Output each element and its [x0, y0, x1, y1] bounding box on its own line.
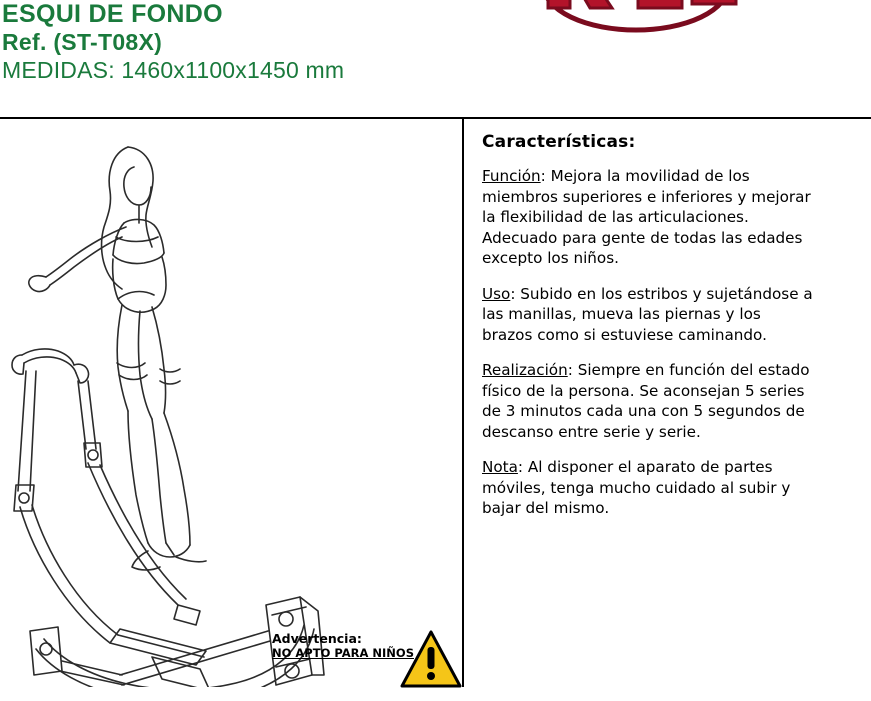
- product-dimensions: MEDIDAS: 1460x1100x1450 mm: [2, 57, 345, 83]
- characteristic-realizacion: [482, 360, 814, 442]
- characteristic-label: Realización: [482, 361, 568, 379]
- characteristics-heading: Características:: [482, 132, 636, 152]
- warning-title: Advertencia:: [272, 631, 362, 646]
- characteristic-label: Función: [482, 167, 541, 185]
- column-divider: [462, 117, 464, 687]
- characteristic-nota: [482, 457, 814, 519]
- characteristics-panel: [482, 132, 842, 519]
- title-block: [2, 0, 542, 84]
- characteristic-separator: :: [540, 167, 551, 185]
- ski-machine-drawing: [0, 119, 462, 687]
- characteristic-text: Mejora la movilidad de los miembros superiores e inferiores y mejorar la flexibilidad de las articulaciones. Adecuado para gente de todas las edades excepto los niños.: [482, 167, 811, 267]
- characteristic-text: Siempre en función del estado físico de la persona. Se aconsejan 5 series de 3 minutos cada una con 5 segundos de descanso entre serie y serie.: [482, 361, 810, 441]
- product-reference: Ref. (ST-T08X): [2, 29, 163, 55]
- warning-triangle-icon: [400, 629, 462, 696]
- warning-block: [272, 629, 462, 701]
- illustration-panel: [0, 119, 462, 687]
- characteristic-funcion: [482, 166, 814, 269]
- characteristic-label: Uso: [482, 284, 511, 303]
- company-logo: [516, 0, 756, 56]
- characteristic-separator: :: [510, 284, 521, 303]
- warning-subtitle: NO APTO PARA NIÑOS: [272, 646, 414, 660]
- characteristic-separator: :: [517, 458, 528, 476]
- characteristic-separator: :: [567, 361, 578, 379]
- characteristic-text: Al disponer el aparato de partes móviles, tenga mucho cuidado al subir y bajar del mismo.: [482, 458, 791, 517]
- product-name: ESQUI DE FONDO: [2, 0, 223, 28]
- warning-text: [272, 629, 414, 660]
- characteristic-uso: [482, 284, 814, 346]
- page-header: [0, 0, 871, 116]
- characteristic-label: Nota: [482, 458, 518, 476]
- characteristic-text: Subido en los estribos y sujetándose a las manillas, mueva las piernas y los brazos como si estuviese caminando.: [482, 284, 813, 344]
